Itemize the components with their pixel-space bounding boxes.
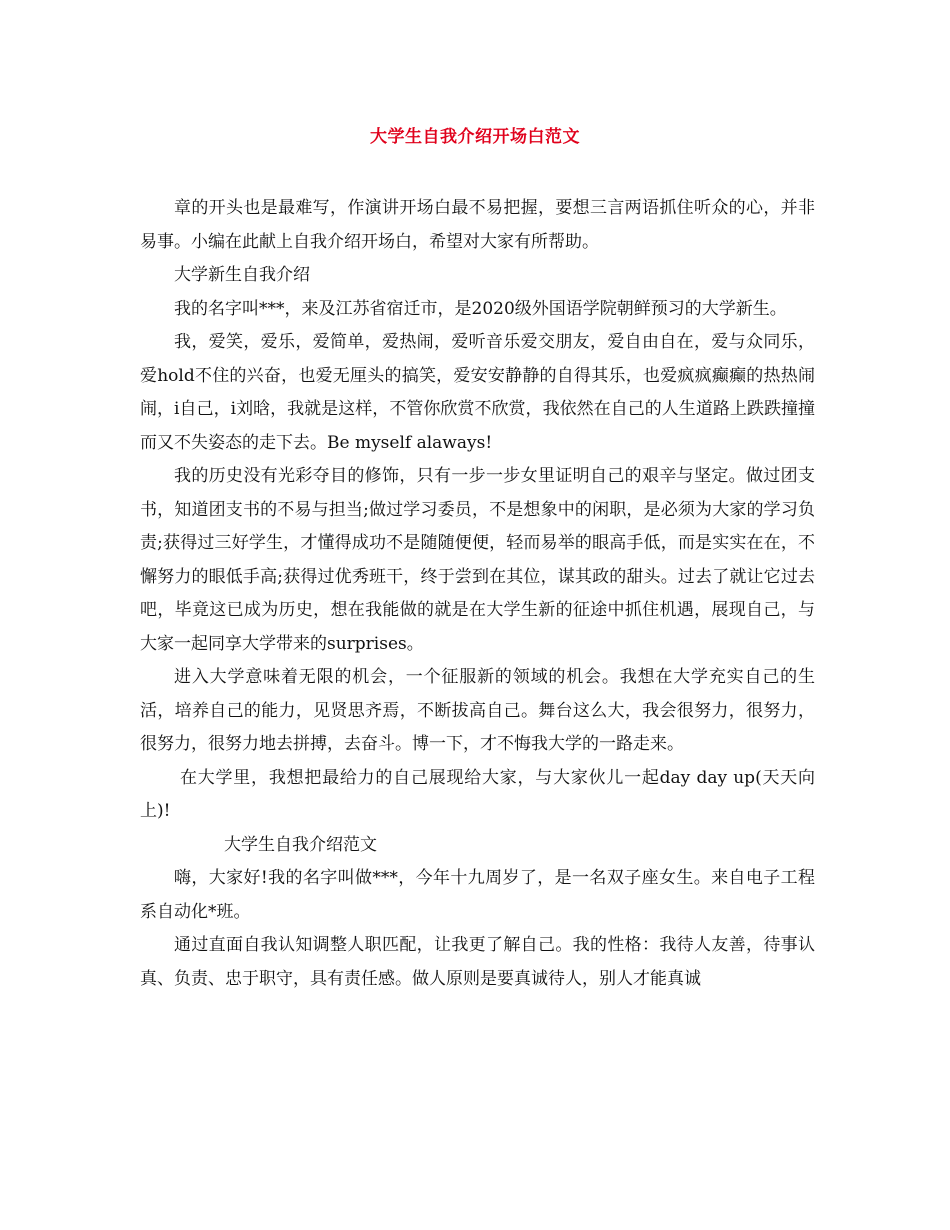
paragraph-character: 通过直面自我认知调整人职匹配，让我更了解自己。我的性格：我待人友善，待事认真、负责、忠于职守，具有责任感。做人原则是要真诚待人，别人才能真诚 (140, 935, 815, 989)
section-heading-freshman: 大学新生自我介绍 (174, 265, 310, 285)
paragraph-history: 我的历史没有光彩夺目的修饰，只有一步一步女里证明自己的艰辛与坚定。做过团支书，知道团支书的不易与担当;做过学习委员，不是想象中的闲职，是必须为大家的学习负责;获得过三好学生，才懂得成功不是随随便便，轻而易举的眼高手低，而是实实在在，不懈努力的眼低手高;获得过优秀班干，终于尝到在其位，谋其政的甜头。过去了就让它过去吧，毕竟这已成为历史，想在我能做的就是在大学生新的征途中抓住机遇，展现自己，与大家一起同享大学带来的surprises。 (140, 466, 815, 654)
section-heading-sample: 大学生自我介绍范文 (224, 834, 377, 855)
document-title: 大学生自我介绍开场白范文 (370, 127, 580, 147)
paragraph-university: 进入大学意味着无限的机会，一个征服新的领域的机会。我想在大学充实自己的生活，培养自己的能力，见贤思齐焉，不断拔高自己。舞台这么大，我会很努力，很努力，很努力，很努力地去拼搏，去奋斗。博一下，才不悔我大学的一路走来。 (140, 667, 815, 754)
paragraph-day-day-up: 在大学里，我想把最给力的自己展现给大家，与大家伙儿一起day day up(天天向上)! (140, 767, 815, 821)
paragraph-intro: 章的开头也是最难写，作演讲开场白最不易把握，要想三言两语抓住听众的心，并非易事。小编在此献上自我介绍开场白，希望对大家有所帮助。 (140, 198, 815, 252)
paragraph-greeting: 嗨，大家好!我的名字叫做***，今年十九周岁了，是一名双子座女生。来自电子工程系自动化*班。 (140, 868, 815, 922)
document-body (140, 192, 815, 996)
paragraph-name: 我的名字叫***，来及江苏省宿迁市，是2020级外国语学院朝鲜预习的大学新生。 (174, 298, 787, 319)
paragraph-personality: 我，爱笑，爱乐，爱简单，爱热闹，爱听音乐爱交朋友，爱自由自在，爱与众同乐，爱hold不住的兴奋，也爱无厘头的搞笑，爱安安静静的自得其乐，也爱疯疯癫癫的热热闹闹，i自己，i刘晗，我就是这样，不管你欣赏不欣赏，我依然在自己的人生道路上跌跌撞撞而又不失姿态的走下去。Be myself alaways! (140, 332, 815, 453)
